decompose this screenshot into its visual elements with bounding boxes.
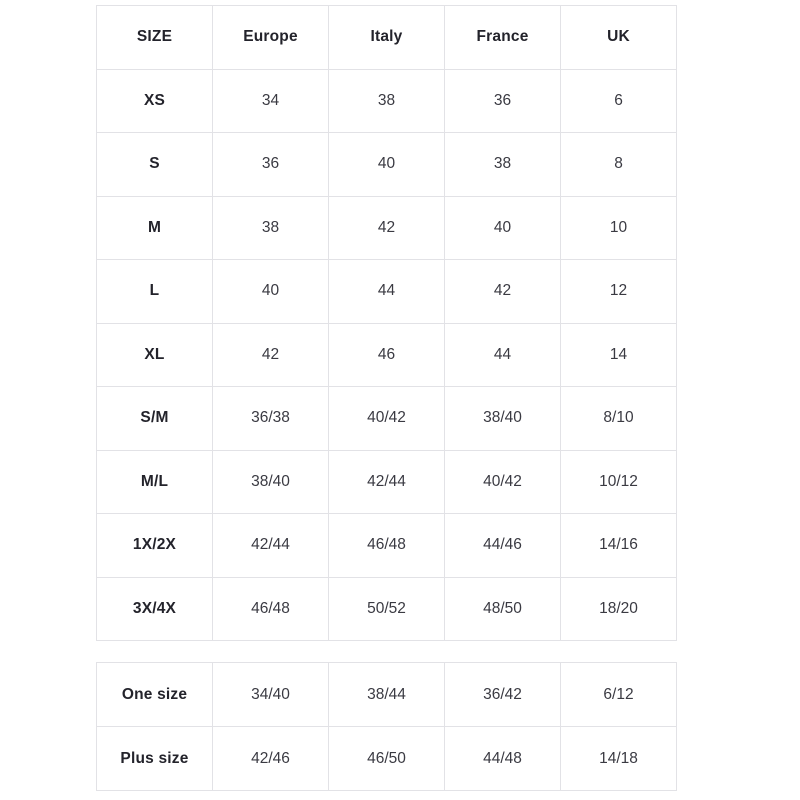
- cell-italy: 40: [329, 133, 445, 197]
- cell-uk: 6/12: [561, 663, 677, 727]
- table-row: [97, 260, 677, 324]
- cell-europe: 46/48: [213, 577, 329, 641]
- row-label: M: [97, 196, 213, 260]
- cell-europe: 42: [213, 323, 329, 387]
- column-header-europe: Europe: [213, 6, 329, 70]
- cell-uk: 6: [561, 69, 677, 133]
- cell-italy: 42: [329, 196, 445, 260]
- column-header-italy: Italy: [329, 6, 445, 70]
- row-label: S/M: [97, 387, 213, 451]
- cell-europe: 38/40: [213, 450, 329, 514]
- cell-italy: 38: [329, 69, 445, 133]
- row-label: M/L: [97, 450, 213, 514]
- table-row: [97, 387, 677, 451]
- cell-italy: 44: [329, 260, 445, 324]
- cell-europe: 36/38: [213, 387, 329, 451]
- column-header-uk: UK: [561, 6, 677, 70]
- cell-uk: 8: [561, 133, 677, 197]
- row-label: 3X/4X: [97, 577, 213, 641]
- table-row: [97, 69, 677, 133]
- cell-italy: 42/44: [329, 450, 445, 514]
- cell-france: 48/50: [445, 577, 561, 641]
- cell-italy: 46: [329, 323, 445, 387]
- cell-france: 44/48: [445, 727, 561, 791]
- cell-uk: 14/18: [561, 727, 677, 791]
- cell-france: 36/42: [445, 663, 561, 727]
- cell-uk: 10: [561, 196, 677, 260]
- cell-italy: 46/50: [329, 727, 445, 791]
- row-label: 1X/2X: [97, 514, 213, 578]
- cell-europe: 42/44: [213, 514, 329, 578]
- table-row: [97, 727, 677, 791]
- table-row: [97, 577, 677, 641]
- row-label: XL: [97, 323, 213, 387]
- cell-italy: 50/52: [329, 577, 445, 641]
- size-conversion-table: [96, 5, 677, 641]
- row-label: XS: [97, 69, 213, 133]
- column-header-size: SIZE: [97, 6, 213, 70]
- cell-italy: 40/42: [329, 387, 445, 451]
- cell-europe: 38: [213, 196, 329, 260]
- cell-france: 40/42: [445, 450, 561, 514]
- table-row: [97, 133, 677, 197]
- row-label: S: [97, 133, 213, 197]
- cell-europe: 40: [213, 260, 329, 324]
- cell-italy: 38/44: [329, 663, 445, 727]
- cell-france: 40: [445, 196, 561, 260]
- cell-europe: 36: [213, 133, 329, 197]
- table-row: [97, 514, 677, 578]
- cell-europe: 34: [213, 69, 329, 133]
- cell-france: 44/46: [445, 514, 561, 578]
- cell-uk: 14/16: [561, 514, 677, 578]
- cell-italy: 46/48: [329, 514, 445, 578]
- cell-uk: 8/10: [561, 387, 677, 451]
- table-row: [97, 663, 677, 727]
- row-label: One size: [97, 663, 213, 727]
- cell-europe: 34/40: [213, 663, 329, 727]
- cell-france: 36: [445, 69, 561, 133]
- cell-uk: 18/20: [561, 577, 677, 641]
- cell-france: 38/40: [445, 387, 561, 451]
- table-row: [97, 196, 677, 260]
- cell-uk: 12: [561, 260, 677, 324]
- cell-europe: 42/46: [213, 727, 329, 791]
- table-header-row: [97, 6, 677, 70]
- table-row: [97, 450, 677, 514]
- cell-uk: 14: [561, 323, 677, 387]
- row-label: L: [97, 260, 213, 324]
- one-size-plus-size-table: [96, 662, 677, 791]
- table-row: [97, 323, 677, 387]
- cell-france: 38: [445, 133, 561, 197]
- cell-france: 44: [445, 323, 561, 387]
- cell-france: 42: [445, 260, 561, 324]
- cell-uk: 10/12: [561, 450, 677, 514]
- row-label: Plus size: [97, 727, 213, 791]
- column-header-france: France: [445, 6, 561, 70]
